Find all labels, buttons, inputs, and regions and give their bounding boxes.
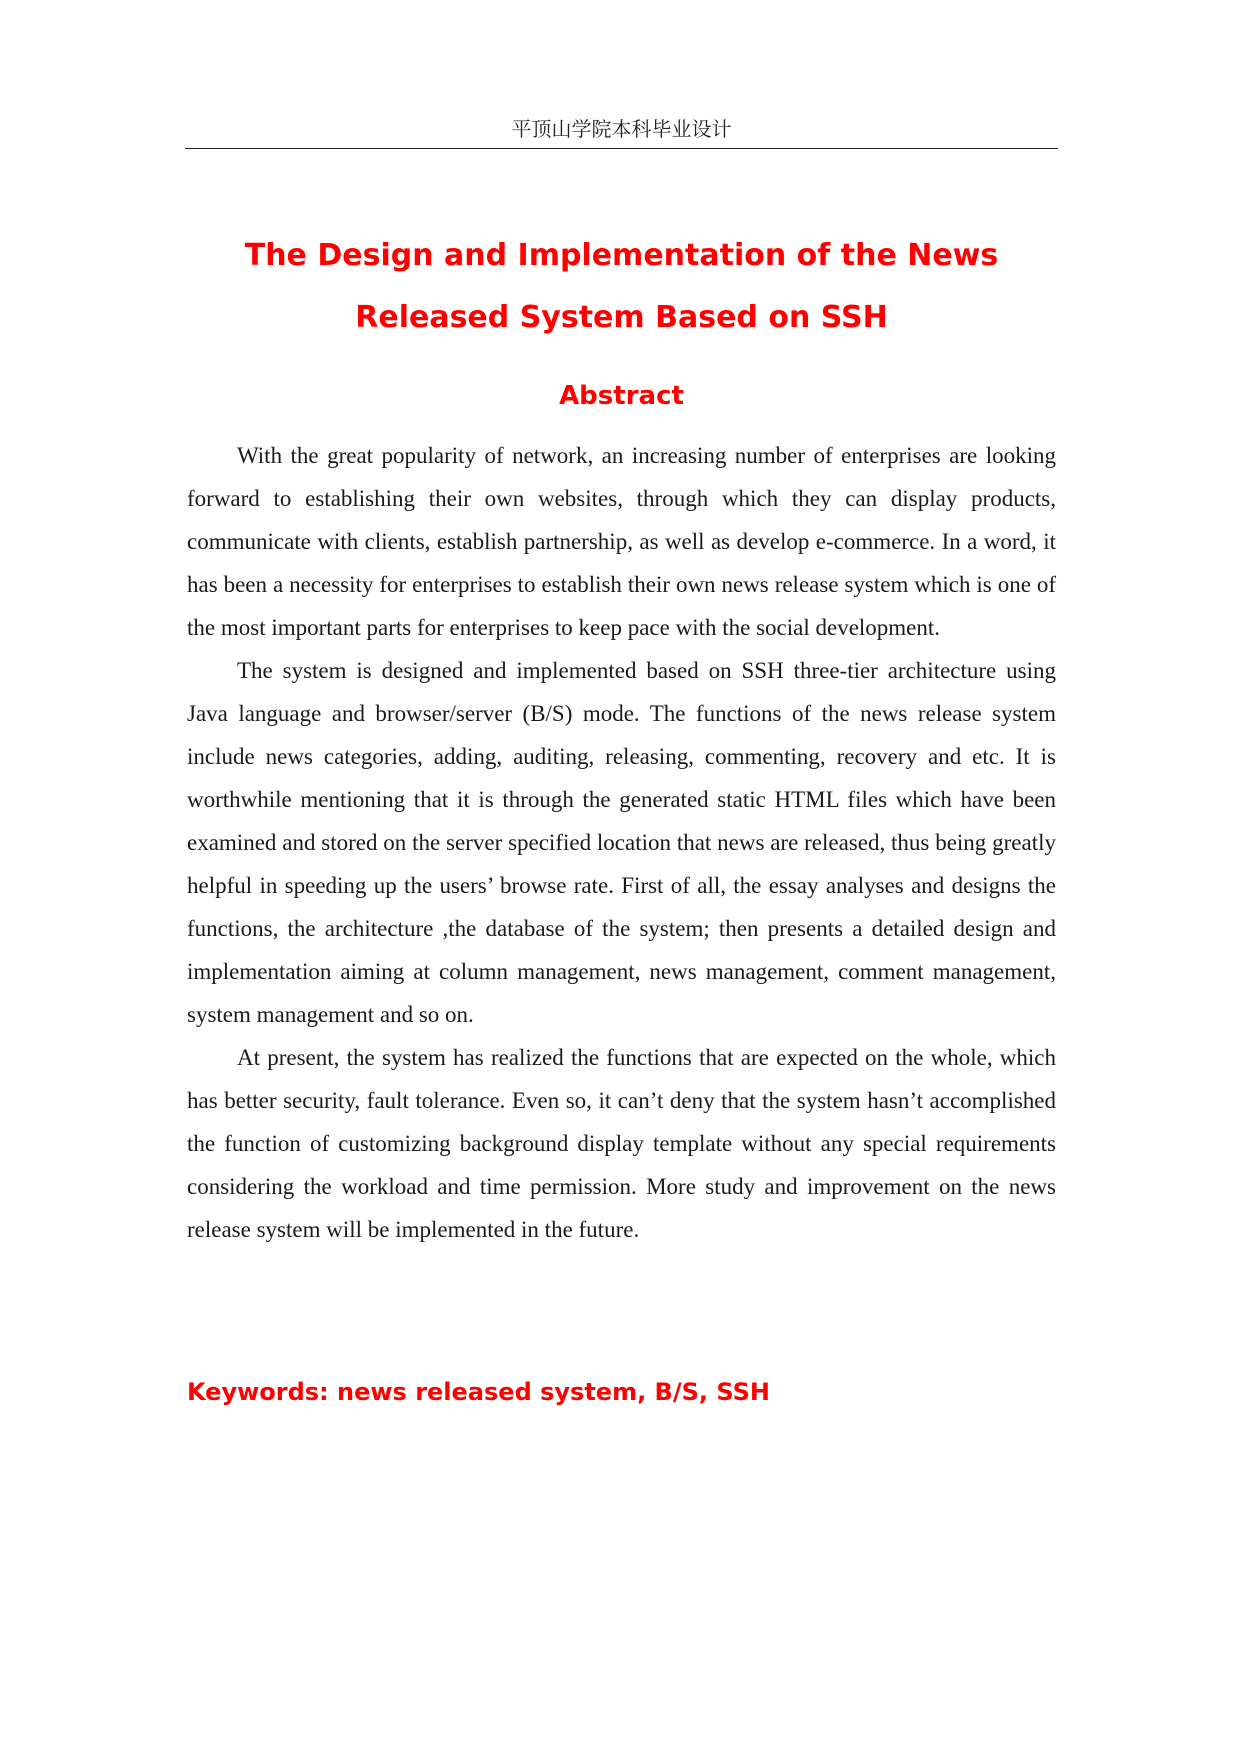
abstract-body <box>187 434 1056 1251</box>
keywords-line: Keywords: news released system, B/S, SSH <box>187 1378 770 1406</box>
abstract-paragraph-1: With the great popularity of network, an increasing number of enterprises are looking forward to establishing their own websites, through which they can display products, communicate with clients, establish partnership, as well as develop e-commerce. In a word, it has been a necessity for enterprises to establish their own news release system which is one of the most important parts for enterprises to keep pace with the social development. <box>187 443 1056 640</box>
abstract-heading: Abstract <box>559 381 684 411</box>
header-divider <box>185 148 1058 149</box>
abstract-paragraph-3: At present, the system has realized the functions that are expected on the whole, which has better security, fault tolerance. Even so, it can’t deny that the system hasn’t accomplished the function of customizing background display template without any special requirements considering the workload and time permission. More study and improvement on the news release system will be implemented in the future. <box>187 1045 1056 1242</box>
paper-title-line-2: Released System Based on SSH <box>355 300 888 335</box>
page-header: 平顶山学院本科毕业设计 <box>511 117 732 141</box>
paper-title <box>185 225 1058 349</box>
abstract-paragraph-2: The system is designed and implemented based on SSH three-tier architecture using Java language and browser/server (B/S) mode. The functions of the news release system include news categories, adding, auditing, releasing, commenting, recovery and etc. It is worthwhile mentioning that it is through the generated static HTML files which have been examined and stored on the server specified location that news are released, thus being greatly helpful in speeding up the users’ browse rate. First of all, the essay analyses and designs the functions, the architecture ,the database of the system; then presents a detailed design and implementation aiming at column management, news management, comment management, system management and so on. <box>187 658 1056 1027</box>
paper-title-line-1: The Design and Implementation of the News <box>244 238 999 273</box>
